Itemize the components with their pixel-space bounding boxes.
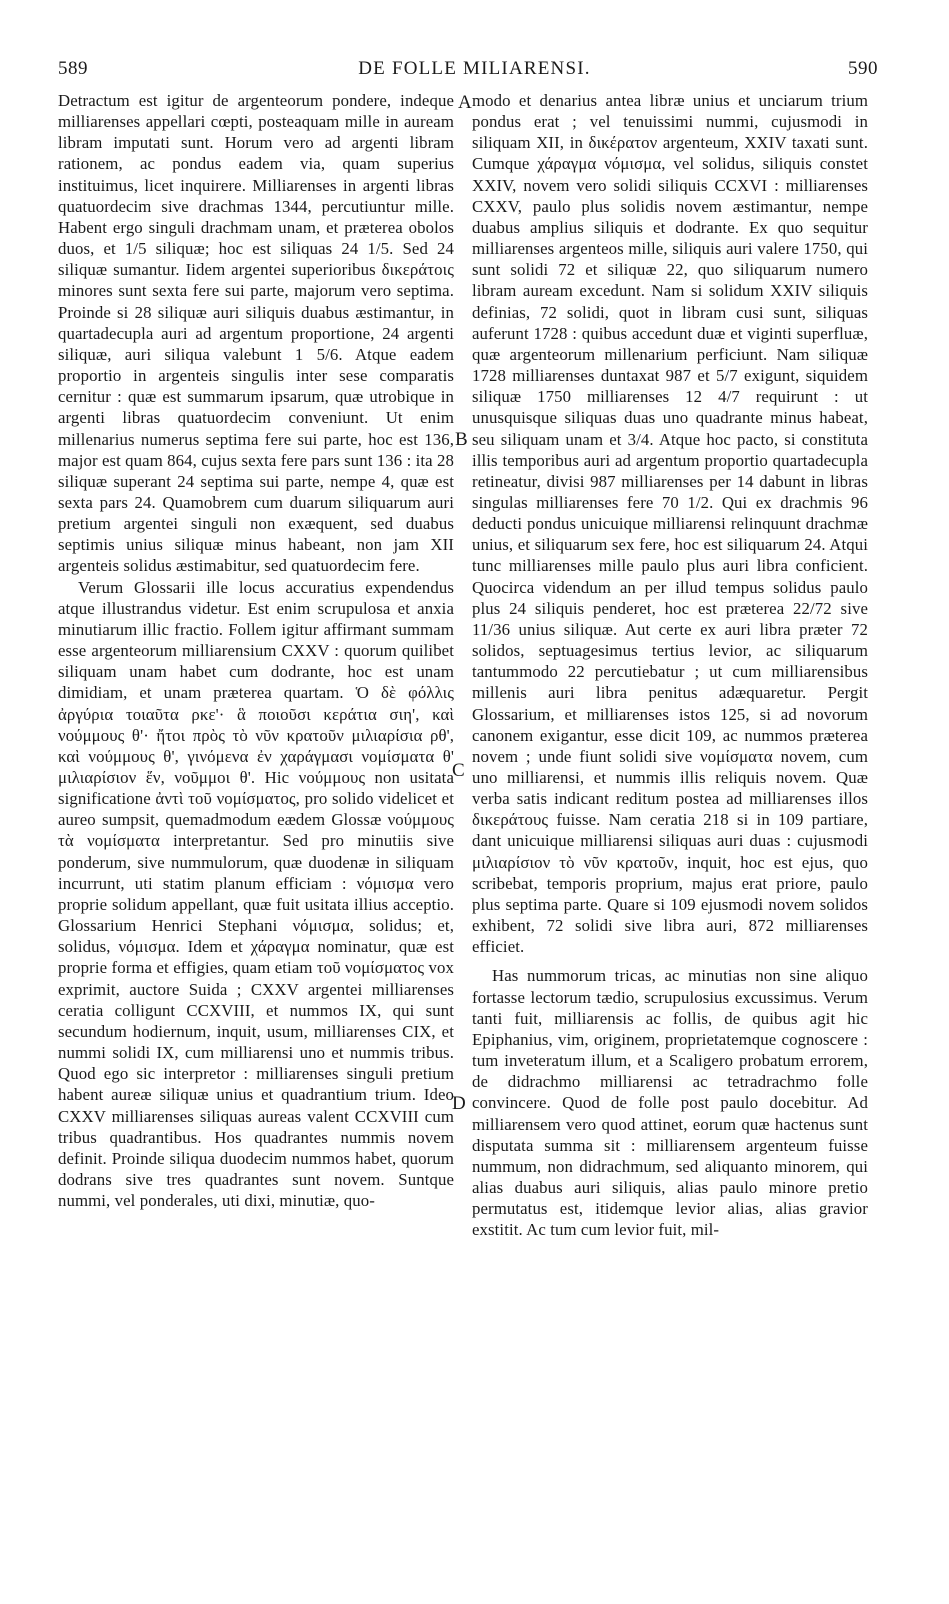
right-column bbox=[472, 90, 868, 1240]
margin-letter-d: D bbox=[452, 1093, 466, 1114]
right-paragraph-2: Has nummorum tricas, ac minutias non sine aliquo fortasse lectorum tædio, scrupulosius excussimus. Verum tanti fuit, milliarensis ac follis, de quibus agit hic Epiphanius, vim, originem, proprietatemque cognoscere : tum inveteratum illum, et a Scaligero probatum errorem, de didrachmo milliarensi ac tetradrachmo folle convincere. Quod de folle post paulo docebitur. Ad milliarensem vero quod attinet, eorum quæ hactenus sunt disputata summa sit : milliarensem argenteum fuisse nummum, non didrachmum, sed aliquanto minorem, qui alias duabus auri siliquis, alias paulo minore pretio permutatus est, itidemque levior alias, alias gravior exstitit. Ac tum cum levior fuit, mil- bbox=[472, 966, 868, 1240]
running-title: DE FOLLE MILIARENSI. bbox=[358, 58, 591, 79]
page-number-left: 589 bbox=[58, 58, 88, 79]
left-paragraph-2: Verum Glossarii ille locus accuratius expendendus atque illustrandus videtur. Est enim scrupulosa et anxia minutiarum illic fractio. Follem igitur affirmant summam esse argenteorum milliarensium CXXV : quorum quilibet siliquam unam habet cum dodrante, hoc est unam dimidiam, et unam præterea quartam. Ὁ δὲ φόλλις ἀργύρια τοιαῦτα ρκε'· ἃ ποιοῦσι κεράτια σιη', καὶ νούμμους θ'· ἤτοι πρὸς τὸ νῦν κρατοῦν μιλιαρίσια ρθ', καὶ νούμμους θ', γινόμενα ἐν χαράγμασι νομίσματα θ' μιλιαρίσιον ἕν, νοῦμμοι θ'. Hic νούμμους non usitata significatione ἀντὶ τοῦ νομίσματος, pro solido videlicet et aureo sumpsit, quemadmodum eædem Glossæ νούμμους τὰ νομίσματα interpretantur. Sed pro minutiis sive ponderum, sive nummulorum, quæ duodenæ in siliquam incurrunt, uti statim planum efficiam : νόμισμα vero proprie solidum appellant, quæ fuit usitata illius acceptio. Glossarium Henrici Stephani νόμισμα, solidus; et, solidus, νόμισμα. Idem et χάραγμα nominatur, quæ est proprie forma et effigies, quam etiam τοῦ νομίσματος vox exprimit, auctore Suida ; CXXV argentei milliarenses ceratia colligunt CCXVIII, et nummos IX, qui sunt secundum hodiernum, inquit, usum, milliarenses CIX, et nummi solidi IX, cum milliarensi uno et nummis tribus. Quod ego sic interpretor : milliarenses singuli pretium habent aureæ siliquæ unius et quadrantium trium. Ideo CXXV milliarenses siliquas aureas valent CCXVIII cum tribus quadrantibus. Hos quadrantes nummis novem definit. Proinde siliqua duodecim nummos habet, quorum dodrans sive tres quadrantes sunt novem. Suntque nummi, vel ponderales, uti dixi, minutiæ, quo- bbox=[58, 577, 454, 1211]
left-column bbox=[58, 90, 454, 1211]
margin-letter-a: A bbox=[458, 92, 472, 113]
right-paragraph-1: modo et denarius antea libræ unius et unciarum trium pondus erat ; vel tenuissimi nummi, cujusmodi in siliquam XII, in δικέρατον argenteum, XXIV taxati sunt. Cumque χάραγμα νόμισμα, vel solidus, siliquis constet XXIV, novem vero solidi siliquis CCXVI : milliarenses CXXV, paulo plus solidis novem æstimantur, nempe duabus amplius siliquis et dodrante. Ex quo sequitur milliarenses argenteos mille, siliquis auri valere 1750, qui sunt solidi 72 et siliquæ 22, quo siliquarum numero libram auream excedunt. Nam si solidum XXIV siliquis definias, 72 solidi, quot in libram cusi sunt, siliquas auferunt 1728 : quibus accedunt duæ et viginti superfluæ, quæ argenteorum millenarium perficiunt. Nam siliquæ 1728 milliarenses duntaxat 987 et 5/7 exigunt, siquidem siliquæ 1750 milliarenses 12 4/7 requirunt : ut unusquisque siliquas duas uno quadrante minus habeat, seu siliquam unam et 3/4. Atque hoc pacto, si constituta illis temporibus auri ad argentum proportio quartadecupla retineatur, divisi 987 milliarenses per 14 dabunt in libras singulas milliarenses fere 70 1/2. Qui ex drachmis 96 deducti pondus unicuique milliarensi relinquunt drachmæ unius, et siliquarum sex fere, hoc est siliquarum 24. Atqui tunc milliarenses mille paulo plus auri libra conficient. Quocirca videndum an per illud tempus solidus paulo plus 24 siliquis penderet, hoc est præterea 22/72 sive 11/36 unius siliquæ. Aut certe ex auri libra præter 72 solidos, septuagesimus tertius levior, ac siliquarum tantummodo 22 percutiebatur ; ut cum milliarensibus millenis auri libra penitus adæquaretur. Pergit Glossarium, et milliarenses istos 125, si ad novorum canonem exigantur, esse dicit 109, ac nummos præterea novem ; unde fiunt solidi sive νομίσματα novem, cum uno milliarensi, et nummis illis reliquis novem. Quæ verba satis indicant reditum postea ad milliarenses illos δικεράτους fuisse. Nam ceratia 218 si in 109 partiare, dant unicuique milliarensi siliquas auri duas : cujusmodi μιλιαρίσιον τὸ νῦν κρατοῦν, inquit, hoc est ejus, quo scribebat, temporis proprium, majus erat priore, paulo plus septima parte. Quare si 109 ejusmodi novem solidos exhibent, 72 solidi sive libra auri, 872 milliarenses efficiet. bbox=[472, 91, 868, 957]
page-header bbox=[0, 58, 949, 86]
margin-letter-b: B bbox=[455, 429, 468, 450]
page-number-right: 590 bbox=[848, 58, 878, 79]
left-paragraph-1: Detractum est igitur de argenteorum pondere, indeque milliarenses appellari cœpti, posteaquam mille in auream libram imputati sunt. Horum vero ad argenti libram rationem, ac pondus eadem via, quam superius instituimus, licet inquirere. Milliarenses in argenti libras quatuordecim sive drachmas 1344, percutiuntur mille. Habent ergo singuli drachmam unam, et præterea obolos duos, et 1/5 siliquæ; hoc est siliquas 24 1/5. Sed 24 siliquæ sumantur. Iidem argentei superioribus δικεράτοις minores sunt sexta fere sui parte, majorum vero septima. Proinde si 28 siliquæ auri siliquis duabus æstimantur, in quartadecupla auri ad argentum proportione, 24 argenti siliquæ, auri siliqua valebunt 1 5/6. Atque eadem proportio in argenteis singulis inter sese comparatis cernitur : quæ est summarum ipsarum, quæ utrobique in argenti libras quatuordecim conveniunt. Ut enim millenarius numerus septima fere sui parte, hoc est 136, major est quam 864, cujus sexta fere pars sunt 136 : ita 28 siliquæ superant 24 septima sui parte, nempe 4, quæ est sexta pars 24. Quamobrem cum duarum siliquarum auri pretium argentei singuli non exæquent, sed duabus septimis unius siliquæ minus habeant, non jam XII argenteis solidus æstimabitur, sed quatuordecim fere. bbox=[58, 91, 454, 576]
margin-letter-c: C bbox=[452, 760, 465, 781]
